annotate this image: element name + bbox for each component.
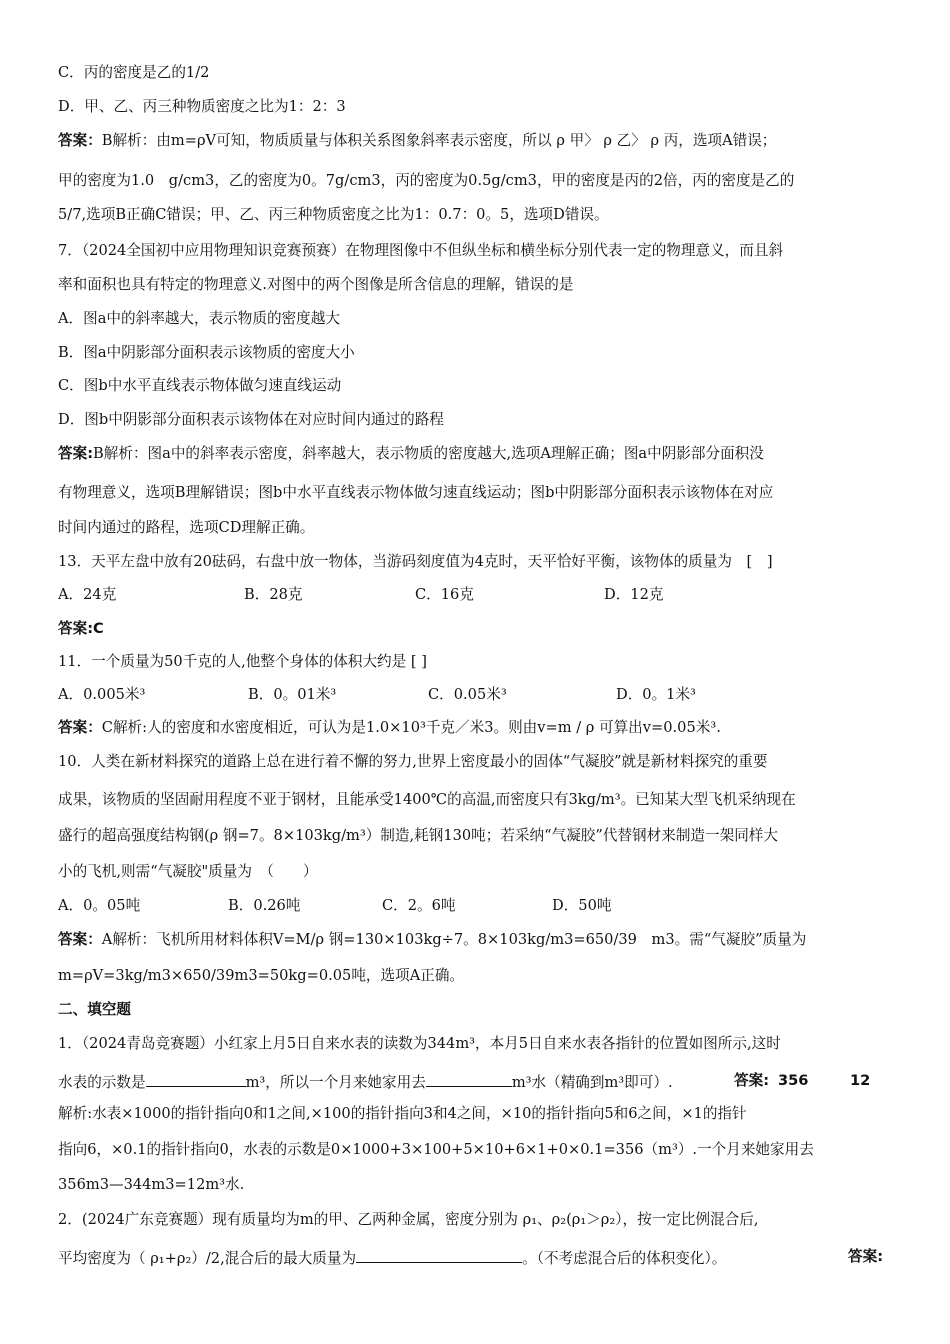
- question-10: 10．人类在新材料探究的道路上总在进行着不懈的努力,世界上密度最小的固体“气凝胶”就是新材料探究的重要: [58, 753, 768, 770]
- answer-value-1: 356: [778, 1072, 809, 1089]
- option-c-q7: C．图b中水平直线表示物体做匀速直线运动: [58, 377, 342, 394]
- blank-3[interactable]: [356, 1247, 522, 1263]
- options-q13: [58, 585, 906, 605]
- option-a-q10: A．0。05吨: [58, 897, 141, 914]
- question-10-line3: 盛行的超高强度结构钢(ρ 钢=7。8×103kg/m³）制造,耗钢130吨；若采纳“气凝胶”代替钢材来制造一架同样大: [58, 827, 778, 844]
- option-c-q6: C．丙的密度是乙的1/2: [58, 64, 210, 81]
- option-d-q10: D．50吨: [552, 897, 612, 914]
- options-q11: [58, 685, 906, 705]
- option-b-q10: B．0.26吨: [228, 897, 301, 914]
- option-a-q11: A．0.005米³: [58, 686, 146, 703]
- section-heading-fill-in: 二、填空题: [58, 1001, 131, 1018]
- answer-q6: 答案：B解析：由m=ρV可知，物质质量与体积关系图象斜率表示密度，所以 ρ 甲〉 ρ 乙〉 ρ 丙，选项A错误；: [58, 132, 777, 149]
- option-a-q13: A．24克: [58, 586, 117, 603]
- option-c-q13: C．16克: [415, 586, 474, 603]
- fill-question-2-line2: 平均密度为（ ρ₁+ρ₂）/2,混合后的最大质量为 。（不考虑混合后的体积变化）。 答案:: [58, 1248, 884, 1267]
- answer-q10: 答案：A解析：飞机所用材料体积V=M/ρ 钢=130×103kg÷7。8×103kg/m3=650/39 m3。需“气凝胶”质量为: [58, 931, 807, 948]
- fill-question-1-line2: 水表的示数是 m³，所以一个月来她家用去 m³水（精确到m³即可）. 答案: 356 12: [58, 1072, 871, 1091]
- option-c-q11: C．0.05米³: [428, 686, 507, 703]
- answer-q6-line2: 甲的密度为1.0 g/cm3，乙的密度为0。7g/cm3，丙的密度为0.5g/cm3，甲的密度是丙的2倍，丙的密度是乙的: [58, 172, 795, 189]
- option-d-q13: D．12克: [604, 586, 664, 603]
- question-7: 7．（2024全国初中应用物理知识竞赛预赛）在物理图像中不但纵坐标和横坐标分别代表一定的物理意义，而且斜: [58, 242, 784, 259]
- blank-1[interactable]: [146, 1071, 246, 1087]
- fill-question-1: 1．（2024青岛竞赛题）小红家上月5日自来水表的读数为344m³，本月5日自来水表各指针的位置如图所示,这时: [58, 1035, 781, 1052]
- answer-q11: 答案：C解析:人的密度和水密度相近，可认为是1.0×10³千克／米3。则由v=m / ρ 可算出v=0.05米³.: [58, 719, 721, 736]
- answer-label-fill2: 答案:: [848, 1248, 884, 1265]
- question-13: 13．天平左盘中放有20砝码，右盘中放一物体，当游码刻度值为4克时，天平恰好平衡，该物体的质量为 [ ]: [58, 553, 773, 570]
- question-10-line2: 成果，该物质的坚固耐用程度不亚于钢材，且能承受1400℃的高温,而密度只有3kg/m³。已知某大型飞机采纳现在: [58, 791, 796, 808]
- question-7-line2: 率和面积也具有特定的物理意义.对图中的两个图像是所含信息的理解，错误的是: [58, 276, 574, 293]
- option-d-q11: D．0。1米³: [616, 686, 696, 703]
- answer-label-fill1: 答案:: [734, 1072, 770, 1089]
- fill-analysis-1-line2: 指向6，×0.1的指针指向0，水表的示数是0×1000+3×100+5×10+6×1+0×0.1=356（m³）.一个月来她家用去: [58, 1141, 814, 1158]
- document-page: [58, 0, 906, 1344]
- blank-2[interactable]: [426, 1071, 512, 1087]
- option-d-q7: D．图b中阴影部分面积表示该物体在对应时间内通过的路程: [58, 411, 444, 428]
- answer-q6-line3: 5/7,选项B正确C错误；甲、乙、丙三种物质密度之比为1：0.7：0。5，选项D错误。: [58, 206, 609, 223]
- fill-analysis-1: 解析:水表×1000的指针指向0和1之间,×100的指针指向3和4之间，×10的指针指向5和6之间，×1的指针: [58, 1105, 747, 1122]
- option-d-q6: D．甲、乙、丙三种物质密度之比为1：2：3: [58, 98, 346, 115]
- options-q10: [58, 896, 906, 916]
- fill-analysis-1-line3: 356m3—344m3=12m³水.: [58, 1176, 245, 1193]
- question-10-line4: 小的飞机,则需“气凝胶"质量为 （ ）: [58, 863, 318, 880]
- answer-q7-line3: 时间内通过的路程，选项CD理解正确。: [58, 519, 315, 536]
- option-b-q11: B．0。01米³: [248, 686, 337, 703]
- answer-q10-line2: m=ρV=3kg/m3×650/39m3=50kg=0.05吨，选项A正确。: [58, 967, 465, 984]
- fill-question-2: 2．(2024广东竞赛题）现有质量均为m的甲、乙两种金属，密度分别为 ρ₁、ρ₂(ρ₁＞ρ₂），按一定比例混合后,: [58, 1211, 759, 1228]
- option-b-q13: B．28克: [244, 586, 303, 603]
- answer-q7-line2: 有物理意义，选项B理解错误；图b中水平直线表示物体做匀速直线运动；图b中阴影部分面积表示该物体在对应: [58, 484, 774, 501]
- option-c-q10: C．2。6吨: [382, 897, 456, 914]
- question-11: 11．一个质量为50千克的人,他整个身体的体积大约是 [ ]: [58, 653, 427, 670]
- option-b-q7: B．图a中阴影部分面积表示该物质的密度大小: [58, 344, 355, 361]
- option-a-q7: A．图a中的斜率越大，表示物质的密度越大: [58, 310, 340, 327]
- answer-q7: 答案:B解析：图a中的斜率表示密度，斜率越大，表示物质的密度越大,选项A理解正确；图a中阴影部分面积没: [58, 445, 764, 462]
- answer-value-2: 12: [850, 1072, 871, 1089]
- answer-q13: 答案:C: [58, 620, 104, 637]
